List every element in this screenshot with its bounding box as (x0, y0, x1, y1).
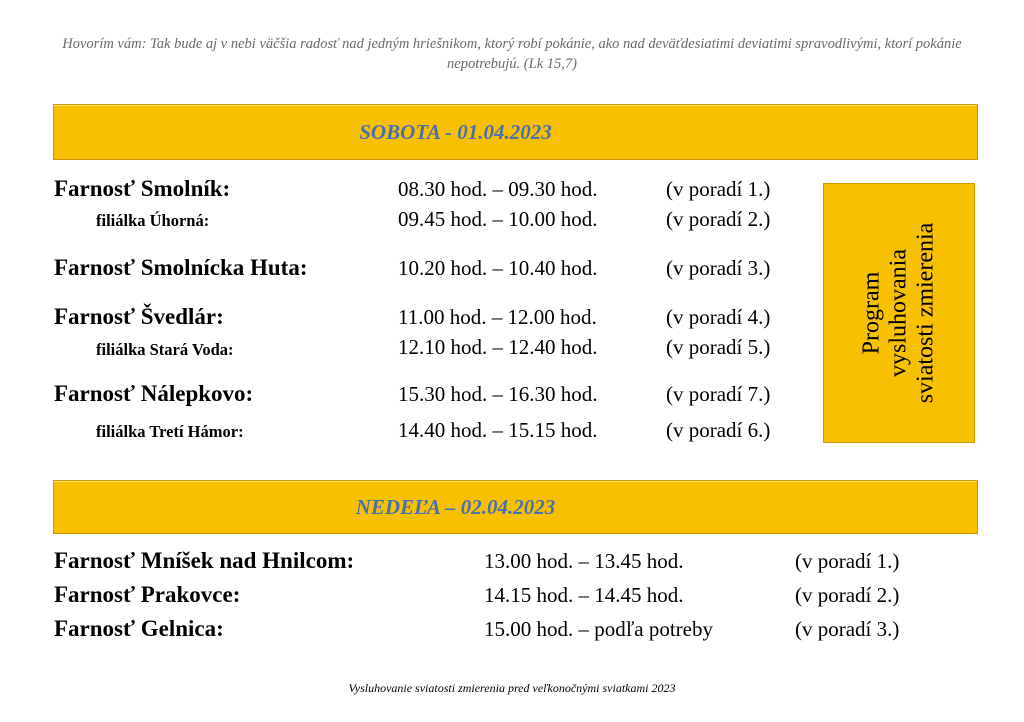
program-sidebox-text (859, 223, 940, 404)
sidebox-line: Program (858, 271, 885, 355)
time-range: 10.20 hod. – 10.40 hod. (398, 256, 598, 280)
time-range: 11.00 hod. – 12.00 hod. (398, 305, 597, 329)
order-label: (v poradí 1.) (795, 549, 900, 573)
order-label: (v poradí 5.) (666, 335, 771, 359)
saturday-banner (53, 104, 978, 160)
time-range: 14.40 hod. – 15.15 hod. (398, 418, 598, 442)
order-label: (v poradí 7.) (666, 382, 771, 406)
sunday-title: NEDEĽA – 02.04.2023 (355, 494, 556, 519)
parish-name: Farnosť Švedlár: (54, 304, 224, 329)
parish-name: Farnosť Mníšek nad Hnilcom: (54, 548, 355, 573)
filial-name: filiálka Tretí Hámor: (96, 422, 244, 441)
time-range: 09.45 hod. – 10.00 hod. (398, 207, 598, 231)
parish-name: Farnosť Nálepkovo: (54, 381, 254, 406)
sunday-banner (53, 480, 978, 534)
order-label: (v poradí 2.) (795, 583, 900, 607)
program-sidebox (823, 183, 975, 443)
time-range: 15.30 hod. – 16.30 hod. (398, 382, 598, 406)
parish-name: Farnosť Prakovce: (54, 582, 241, 607)
order-label: (v poradí 1.) (666, 177, 771, 201)
time-range: 13.00 hod. – 13.45 hod. (484, 549, 684, 573)
order-label: (v poradí 2.) (666, 207, 771, 231)
parish-name: Farnosť Smolník: (54, 176, 231, 201)
time-range: 08.30 hod. – 09.30 hod. (398, 177, 598, 201)
time-range: 14.15 hod. – 14.45 hod. (484, 583, 684, 607)
order-label: (v poradí 3.) (795, 617, 900, 641)
time-range: 12.10 hod. – 12.40 hod. (398, 335, 598, 359)
saturday-title: SOBOTA - 01.04.2023 (359, 119, 552, 144)
order-label: (v poradí 4.) (666, 305, 771, 329)
parish-name: Farnosť Gelnica: (54, 616, 224, 641)
sidebox-line: vysluhovania (885, 249, 912, 377)
bible-quote: Hovorím vám: Tak bude aj v nebi väčšia radosť nad jedným hriešnikom, ktorý robí pokánie, ako nad deväťdesiatimi deviatimi spravodlivými, ktorí pokánie nepotrebujú. (Lk 15,7) (62, 36, 962, 72)
sidebox-line: sviatosti zmierenia (912, 222, 939, 404)
filial-name: filiálka Stará Voda: (96, 340, 234, 359)
filial-name: filiálka Úhorná: (96, 211, 210, 230)
parish-name: Farnosť Smolnícka Huta: (54, 255, 308, 280)
footer-caption: Vysluhovanie sviatosti zmierenia pred veľkonočnými sviatkami 2023 (348, 681, 676, 695)
time-range: 15.00 hod. – podľa potreby (484, 617, 714, 641)
order-label: (v poradí 3.) (666, 256, 771, 280)
order-label: (v poradí 6.) (666, 418, 771, 442)
